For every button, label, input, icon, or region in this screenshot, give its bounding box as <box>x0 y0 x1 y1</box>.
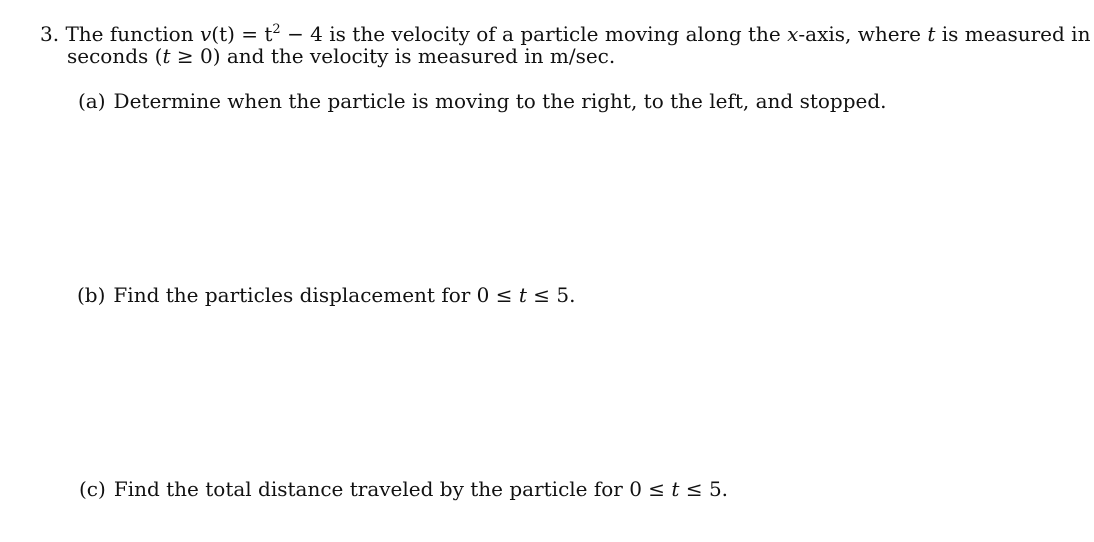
part-a <box>78 88 887 114</box>
problem-number: 3. <box>40 22 60 46</box>
part-b-text-end: ≤ 5. <box>533 283 576 307</box>
problem-text: seconds ( <box>67 44 163 68</box>
part-c-text: Find the total distance traveled by the particle for 0 ≤ <box>113 477 666 501</box>
part-b-text: Find the particles displacement for 0 ≤ <box>113 283 513 307</box>
problem-statement-line-2 <box>67 43 615 69</box>
math-v: v <box>199 22 212 46</box>
math-expr: $(t) = t^2$ <box>211 22 281 46</box>
part-b <box>77 282 576 308</box>
problem-text: is measured in <box>941 22 1091 46</box>
problem-text: ≥ 0) and the velocity is measured in m/sec. <box>176 44 616 68</box>
math-t: t <box>671 477 680 501</box>
part-c <box>79 476 728 502</box>
part-b-label: (b) <box>77 283 106 307</box>
math-t: t <box>162 44 171 68</box>
problem-text: -axis, where <box>798 22 921 46</box>
problem-text: The function <box>65 22 194 46</box>
math-t: t <box>927 22 936 46</box>
math-expr-rest: − 4 <box>287 22 323 46</box>
math-x: x <box>787 22 799 46</box>
part-c-text-end: ≤ 5. <box>685 477 729 501</box>
part-a-text: Determine when the particle is moving to the right, to the left, and stopped. <box>113 89 887 113</box>
math-t: t <box>518 283 527 307</box>
part-a-label: (a) <box>78 89 106 113</box>
part-c-label: (c) <box>79 477 106 501</box>
problem-text: is the velocity of a particle moving along the <box>329 22 781 46</box>
